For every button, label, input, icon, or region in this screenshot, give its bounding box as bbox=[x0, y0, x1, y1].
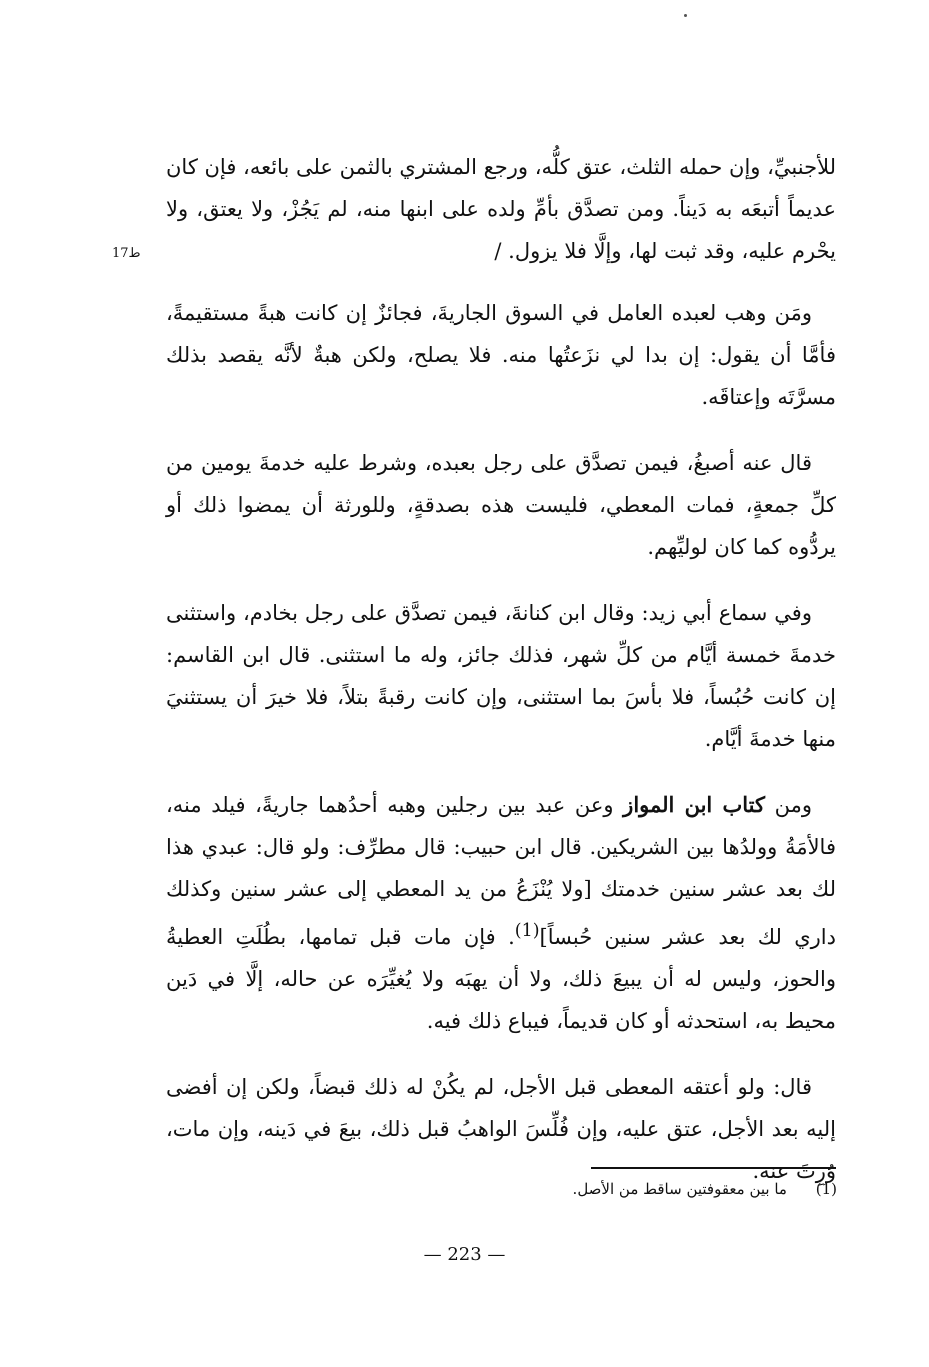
paragraph-3 bbox=[166, 442, 836, 568]
marginal-folio-note: ط17 bbox=[112, 246, 141, 261]
paragraph-text: ومَن وهب لعبده العامل في السوق الجاريةَ، فجائزٌ إن كانت هبةً مستقيمةً، فأمَّا أن يقول: إن بدا لي نزَعتُها منه. فلا يصلح، ولكن هبةٌ لأنَّه يقصد بذلك مسرَّتَه وإعتاقَه. bbox=[166, 301, 836, 409]
footnote-reference: (1) bbox=[514, 921, 540, 941]
paragraph-5 bbox=[166, 784, 836, 1042]
paragraph-text: ومن bbox=[765, 793, 812, 817]
paragraph-6 bbox=[166, 1066, 836, 1192]
paragraph-2 bbox=[166, 292, 836, 418]
page-number: — 223 — bbox=[423, 1244, 506, 1265]
footnote-number: (1) bbox=[815, 1180, 837, 1198]
paragraph-text: قال: ولو أعتقه المعطى قبل الأجل، لم يكُنْ له ذلك قبضاً، ولكن إن أفضى إليه بعد الأجل، عتق عليه، وإن فُلِّسَ الواهبُ قبل ذلك، بيعَ في دَينه، وإن مات، وُرِثَ عنه. bbox=[166, 1075, 836, 1183]
paper-speck bbox=[684, 14, 687, 17]
book-title: كتاب ابن المواز bbox=[623, 792, 766, 817]
footnote-text: ما بين معقوفتين ساقط من الأصل. bbox=[572, 1180, 787, 1198]
main-text bbox=[166, 146, 836, 1216]
footnote bbox=[573, 1176, 837, 1202]
paragraph-text: . فإن مات قبل تمامها، بطُلَتِ العطيةُ والحوز، وليس له أن يبيعَ ذلك، ولا أن يهبَه ولا يُغيِّرَه عن حاله، إلَّا في دَين محيط به، استحدثه أو كان قديماً، فيباع ذلك فيه. bbox=[166, 925, 836, 1033]
paragraph-1 bbox=[166, 146, 836, 272]
footnote-separator bbox=[591, 1167, 836, 1169]
paragraph-text: للأجنبيِّ، وإن حمله الثلث، عتق كلُّه، ورجع المشتري بالثمن على بائعه، فإن كان عديماً أتبعَه به دَيناً. ومن تصدَّق بأمِّ ولده على ابنها منه، لم يَجُزْ، ولا يعتق، ولا يحْرم عليه، وقد ثبت لها، وإلَّا فلا يزول. / bbox=[166, 155, 836, 263]
paragraph-text: وعن عبد بين رجلين وهبه أحدُهما جاريةً، فيلد منه، فالأمَةُ وولدُها بين الشريكين. قال ابن حبيب: قال مطرِّف: ولو قال: عبدي هذا لك بعد عشر سنين خدمتك [ولا يُنْزَعُ من يد المعطي إلى عشر سنين وكذلك داري لك بعد عشر سنين حُبساً] bbox=[166, 793, 836, 949]
paragraph-text: قال عنه أصبغُ، فيمن تصدَّق على رجل بعبده، وشرط عليه خدمةَ يومين من كلِّ جمعةٍ، فمات المعطي، فليست هذه بصدقةٍ، وللورثة أن يمضوا ذلك أو يردُّوه كما كان لوليِّهم. bbox=[166, 451, 836, 559]
paragraph-4 bbox=[166, 592, 836, 760]
paragraph-text: وفي سماع أبي زيد: وقال ابن كنانةَ، فيمن تصدَّق على رجل بخادم، واستثنى خدمةَ خمسة أيَّام من كلِّ شهر، فذلك جائز، وله ما استثنى. قال ابن القاسم: إن كانت حُبُساً، فلا بأسَ بما استثنى، وإن كانت رقبةً بتلاً، فلا خيرَ أن يستثنيَ منها خدمةَ أيَّام. bbox=[166, 601, 836, 751]
